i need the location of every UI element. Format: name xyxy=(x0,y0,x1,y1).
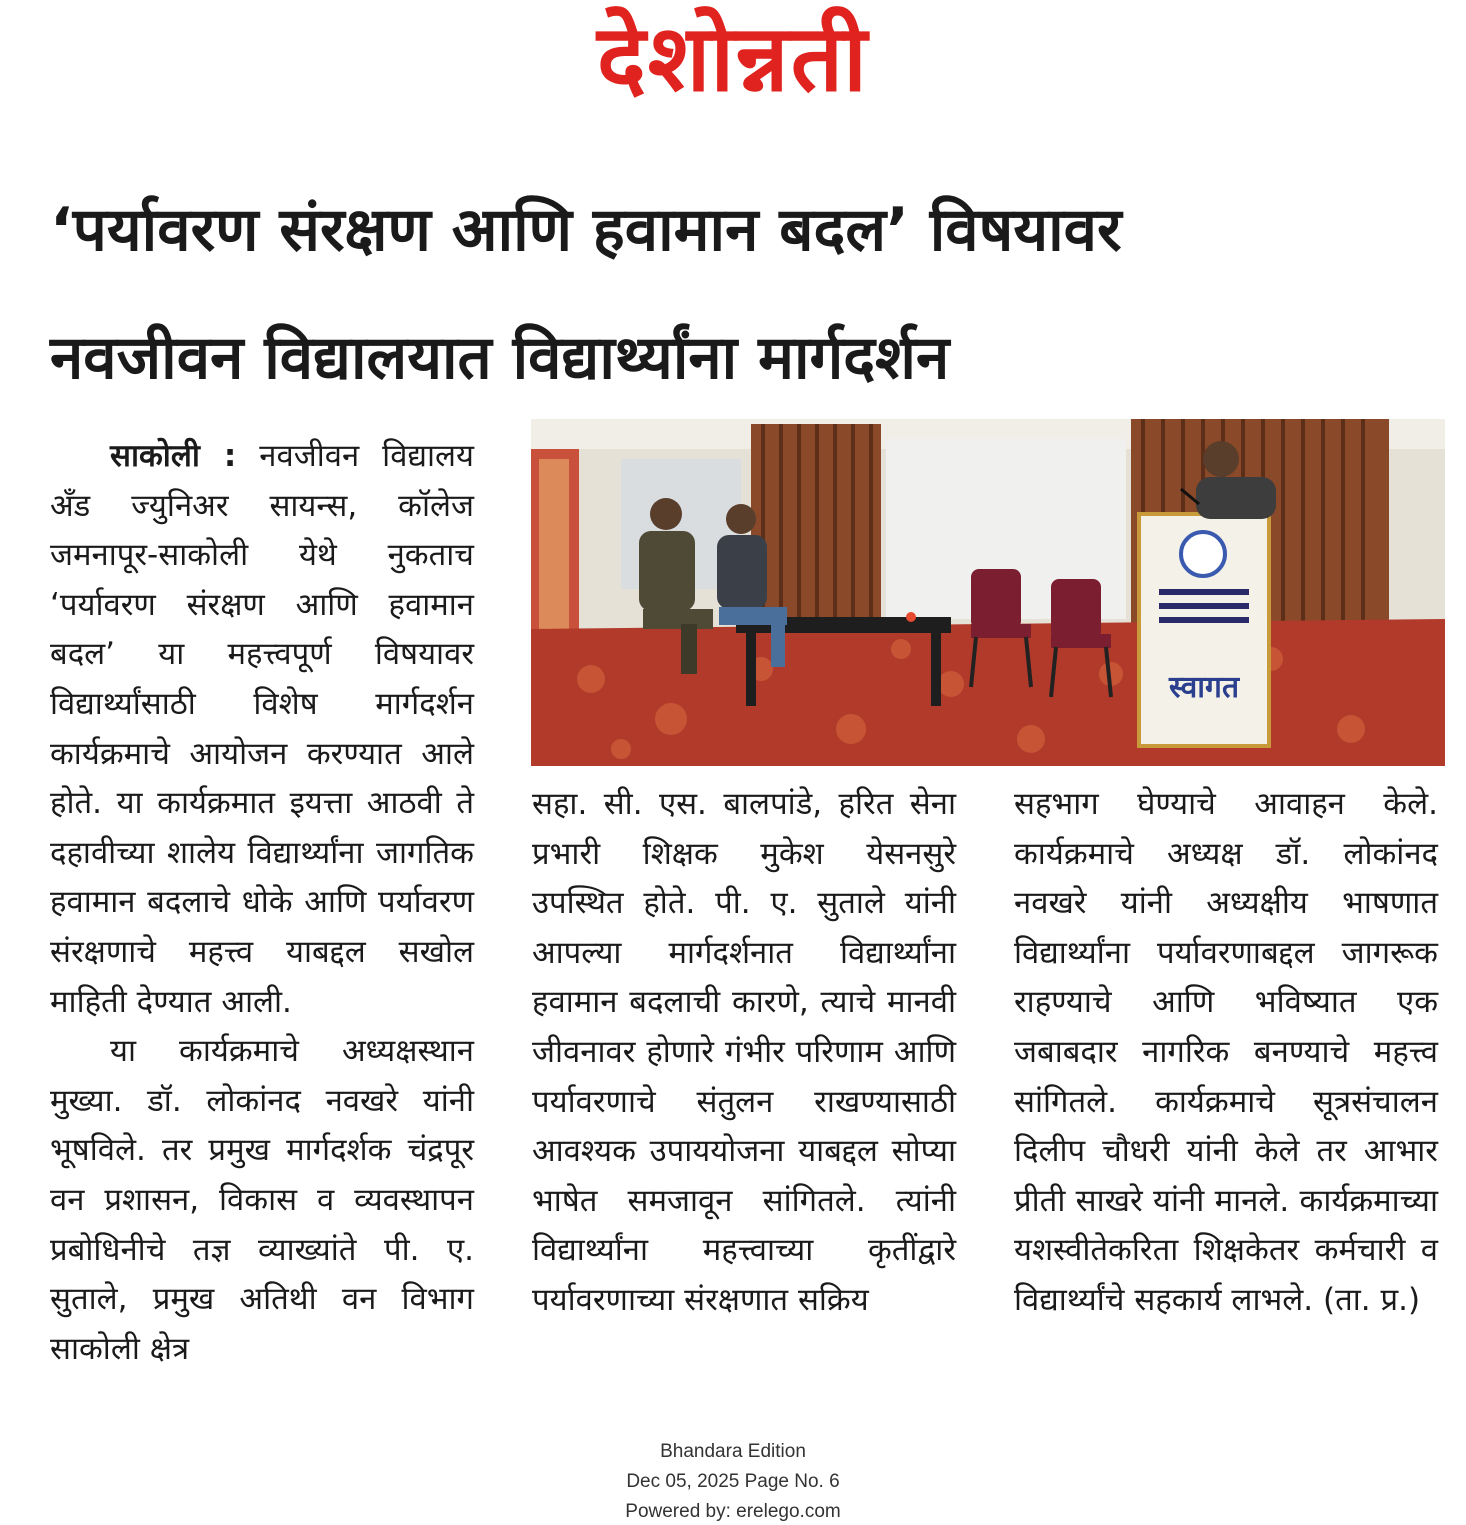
article-column-2 xyxy=(532,780,956,1326)
newspaper-masthead: देशोन्नती xyxy=(597,5,869,112)
dateline: साकोली : xyxy=(110,438,237,474)
article-paragraph-3: सहा. सी. एस. बालपांडे, हरित सेना प्रभारी शिक्षक मुकेश येसनसुरे उपस्थित होते. पी. ए. सुताले यांनी आपल्या मार्गदर्शनात विद्यार्थ्यांना हवामान बदलाची कारणे, त्याचे मानवी जीवनावर होणारे गंभीर परिणाम आणि पर्यावरणाचे संतुलन राखण्यासाठी आवश्यक उपाययोजना याबद्दल सोप्या भाषेत समजावून सांगितले. त्यांनी विद्यार्थ्यांना महत्त्वाच्या कृतींद्वारे पर्यावरणाच्या संरक्षणात सक्रिय xyxy=(532,786,956,1318)
article-paragraph-2: या कार्यक्रमाचे अध्यक्षस्थान मुख्या. डॉ. लोकांनद नवखरे यांनी भूषविले. तर प्रमुख मार्गदर्शक चंद्रपूर वन प्रशासन, विकास व व्यवस्थापन प्रबोधिनीचे तज्ञ व्याख्यांते पी. ए. सुताले, प्रमुख अतिथी वन विभाग साकोली क्षेत्र xyxy=(50,1033,474,1367)
article-column-1 xyxy=(50,432,474,1374)
footer-date-page: Dec 05, 2025 Page No. 6 xyxy=(626,1471,840,1492)
article-paragraph-4: सहभाग घेण्याचे आवाहन केले. कार्यक्रमाचे अध्यक्ष डॉ. लोकांनद नवखरे यांनी अध्यक्षीय भाषणात विद्यार्थ्यांना पर्यावरणाबद्दल जागरूक राहण्याचे आणि भविष्यात एक जबाबदार नागरिक बनण्याचे महत्त्व सांगितले. कार्यक्रमाचे सूत्रसंचालन दिलीप चौधरी यांनी केले तर आभार प्रीती साखरे यांनी मानले. कार्यक्रमाच्या यशस्वीतेकरिता शिक्षकेतर कर्मचारी व विद्यार्थ्यांचे सहकार्य लाभले. (ता. प्र.) xyxy=(1014,786,1438,1318)
footer-edition: Bhandara Edition xyxy=(660,1441,806,1462)
article-paragraph-1 xyxy=(50,432,474,1027)
article-column-3 xyxy=(1014,780,1438,1326)
headline-line-2: नवजीवन विद्यालयात विद्यार्थ्यांना मार्गदर्शन xyxy=(50,323,950,393)
footer-powered-by: Powered by: erelego.com xyxy=(625,1501,841,1522)
event-photo xyxy=(531,419,1445,766)
podium-banner-text: स्वागत xyxy=(1168,670,1240,705)
headline-line-1: ‘पर्यावरण संरक्षण आणि हवामान बदल’ विषयावर xyxy=(50,195,1122,265)
article-paragraph-1-text: नवजीवन विद्यालय अँड ज्युनिअर सायन्स, कॉलेज जमनापूर-साकोली येथे नुकताच ‘पर्यावरण संरक्षण आणि हवामान बदल’ या महत्त्वपूर्ण विषयावर विद्यार्थ्यांसाठी विशेष मार्गदर्शन कार्यक्रमाचे आयोजन करण्यात आले होते. या कार्यक्रमात इयत्ता आठवी ते दहावीच्या शालेय विद्यार्थ्यांना जागतिक हवामान बदलाचे धोके आणि पर्यावरण संरक्षणाचे महत्त्व याबद्दल सखोल माहिती देण्यात आली. xyxy=(50,438,474,1020)
